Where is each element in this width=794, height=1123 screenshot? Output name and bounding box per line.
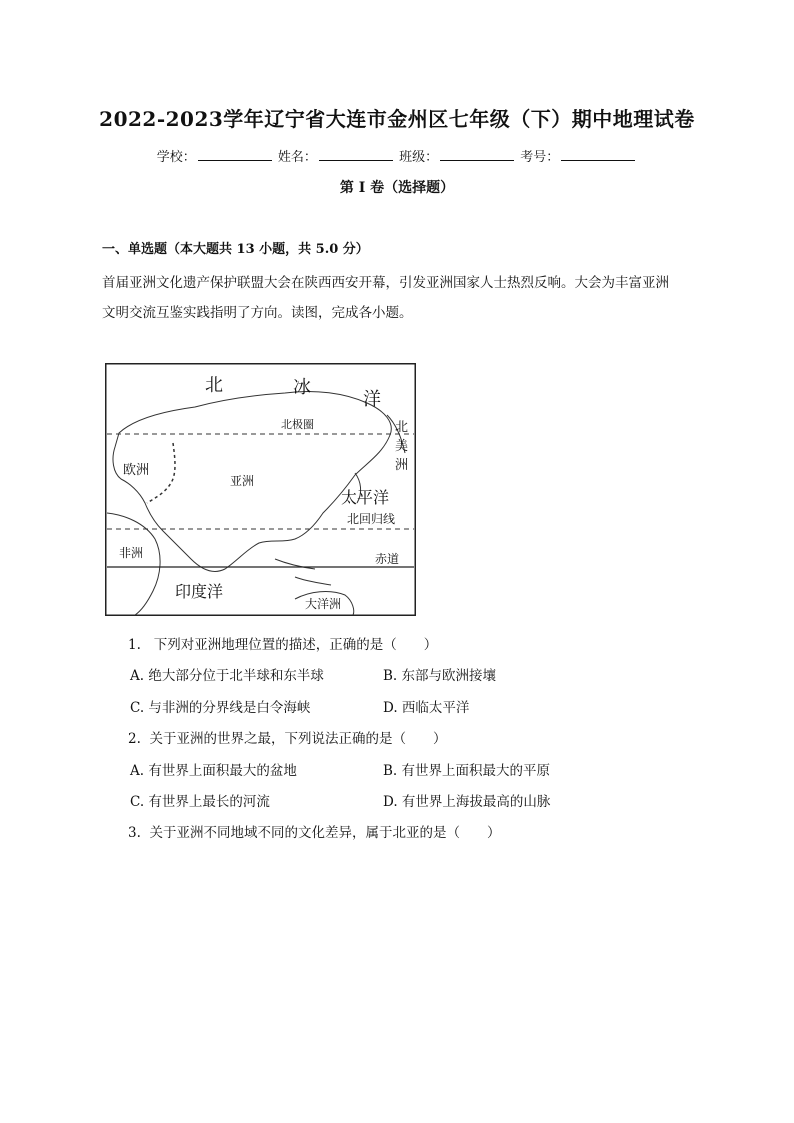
map-label-north-america-2: 美 xyxy=(395,439,409,454)
map-label-arctic-circle: 北极圈 xyxy=(281,418,314,431)
question-2-option-d[interactable]: D. 有世界上海拔最高的山脉 xyxy=(383,794,551,810)
number-blank[interactable] xyxy=(561,148,635,161)
question-2-text: 关于亚洲的世界之最，下列说法正确的是（ ） xyxy=(149,731,447,747)
question-1-option-a[interactable]: A. 绝大部分位于北半球和东半球 xyxy=(130,668,324,684)
section-heading: 一、单选题（本大题共 13 小题，共 5.0 分） xyxy=(102,242,369,257)
question-2 xyxy=(128,727,446,747)
question-1-text: 下列对亚洲地理位置的描述，正确的是（ ） xyxy=(153,637,438,653)
question-2-option-b[interactable]: B. 有世界上面积最大的平原 xyxy=(383,763,551,779)
map-label-ocean: 洋 xyxy=(363,389,381,410)
map-label-equator: 赤道 xyxy=(375,552,400,566)
class-blank[interactable] xyxy=(440,148,514,161)
question-1-option-c[interactable]: C. 与非洲的分界线是白令海峡 xyxy=(130,700,311,716)
question-3-text: 关于亚洲不同地域不同的文化差异，属于北亚的是（ ） xyxy=(149,825,501,841)
school-label: 学校： xyxy=(156,150,196,165)
exam-title: 2022-2023学年辽宁省大连市金州区七年级（下）期中地理试卷 xyxy=(99,107,695,131)
map-label-north-america-1: 北 xyxy=(395,420,409,435)
map-label-north-america-3: 洲 xyxy=(395,458,409,473)
question-2-option-a[interactable]: A. 有世界上面积最大的盆地 xyxy=(130,763,297,779)
map-label-ice: 冰 xyxy=(293,377,311,398)
question-intro xyxy=(102,268,702,328)
volume-heading: 第 I 卷（选择题） xyxy=(339,180,455,196)
student-info-line xyxy=(0,146,794,165)
asia-map xyxy=(105,363,416,616)
map-label-north: 北 xyxy=(205,375,223,396)
map-label-pacific: 太平洋 xyxy=(341,488,390,507)
question-2-number: 2. xyxy=(128,731,141,747)
number-label: 考号： xyxy=(520,150,560,165)
map-label-tropic-of-cancer: 北回归线 xyxy=(347,512,396,526)
question-1-option-b[interactable]: B. 东部与欧洲接壤 xyxy=(383,668,497,684)
question-1-option-d[interactable]: D. 西临太平洋 xyxy=(383,700,470,716)
map-label-oceania: 大洋洲 xyxy=(305,597,342,611)
school-blank[interactable] xyxy=(198,148,272,161)
intro-line-2: 文明交流互鉴实践指明了方向。读图，完成各小题。 xyxy=(102,305,413,321)
map-label-indian-ocean: 印度洋 xyxy=(175,582,224,601)
name-label: 姓名： xyxy=(277,150,317,165)
map-label-europe: 欧洲 xyxy=(123,463,150,478)
map-label-asia: 亚洲 xyxy=(230,474,255,488)
question-3 xyxy=(128,821,500,841)
question-3-number: 3. xyxy=(128,825,141,841)
name-blank[interactable] xyxy=(319,148,393,161)
intro-line-1: 首届亚洲文化遗产保护联盟大会在陕西西安开幕，引发亚洲国家人士热烈反响。大会为丰富亚洲 xyxy=(102,275,669,291)
class-label: 班级： xyxy=(399,150,439,165)
map-label-africa: 非洲 xyxy=(119,546,144,560)
question-1-number: 1. xyxy=(128,637,141,653)
question-2-option-c[interactable]: C. 有世界上最长的河流 xyxy=(130,794,270,810)
question-1 xyxy=(128,633,437,653)
